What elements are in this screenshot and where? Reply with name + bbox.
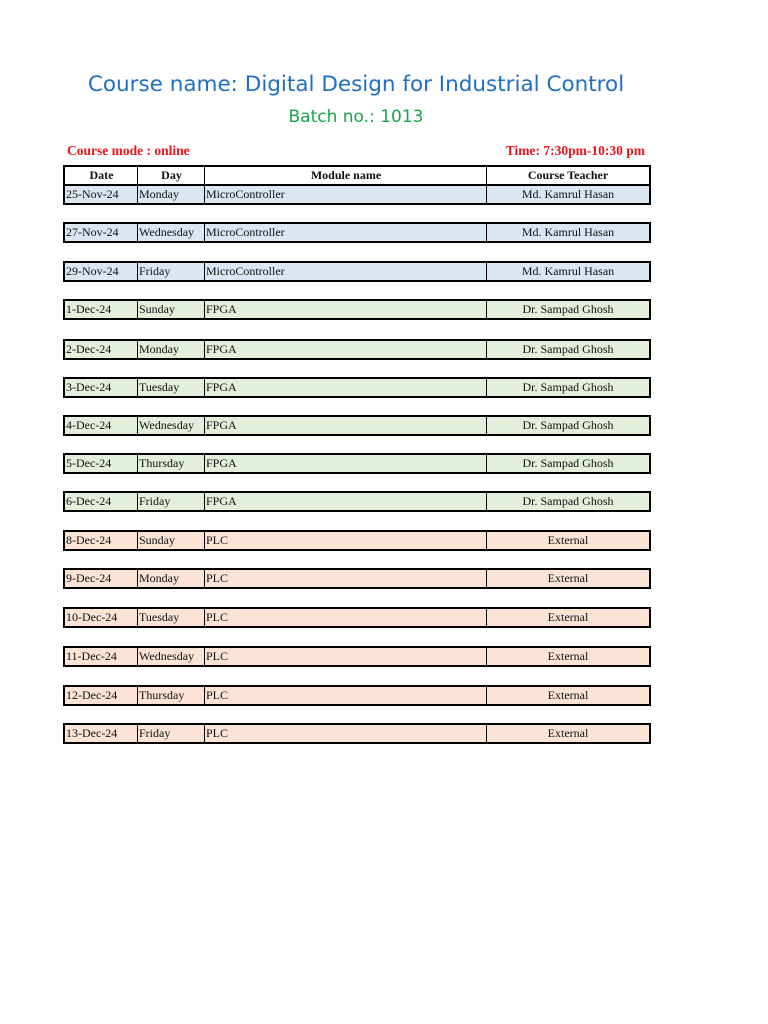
cell-module: FPGA [204,341,486,358]
cell-day: Thursday [137,687,204,704]
table-header [63,165,651,186]
cell-teacher: External [486,648,649,665]
cell-teacher: Dr. Sampad Ghosh [486,493,649,510]
cell-date: 9-Dec-24 [66,571,112,585]
table-row [63,530,651,551]
cell-module: PLC [204,648,486,665]
cell-day: Friday [137,725,204,742]
cell-day: Wednesday [137,224,204,241]
table-row [63,377,651,398]
table-row [63,568,651,589]
cell-day: Tuesday [137,609,204,626]
cell-date: 13-Dec-24 [66,726,118,740]
table-row [63,685,651,706]
column-header-date: Date [89,168,114,182]
table-row [63,607,651,628]
cell-date: 4-Dec-24 [66,418,112,432]
cell-module: MicroController [204,186,486,203]
table-row [63,491,651,512]
cell-date: 3-Dec-24 [66,380,112,394]
cell-day: Monday [137,570,204,587]
cell-teacher: External [486,609,649,626]
table-row [63,723,651,744]
cell-teacher: Dr. Sampad Ghosh [486,455,649,472]
cell-day: Wednesday [137,648,204,665]
column-header-day: Day [137,167,204,184]
cell-module: FPGA [204,301,486,318]
cell-module: MicroController [204,263,486,280]
table-row [63,299,651,320]
cell-date: 1-Dec-24 [66,302,112,316]
cell-date: 25-Nov-24 [66,187,119,201]
table-row [63,646,651,667]
cell-module: PLC [204,532,486,549]
cell-day: Friday [137,263,204,280]
cell-module: FPGA [204,379,486,396]
cell-teacher: Md. Kamrul Hasan [486,224,649,241]
cell-day: Tuesday [137,379,204,396]
cell-teacher: Dr. Sampad Ghosh [486,379,649,396]
cell-module: PLC [204,570,486,587]
cell-date: 11-Dec-24 [66,649,117,663]
cell-date: 8-Dec-24 [66,533,112,547]
cell-date: 12-Dec-24 [66,688,118,702]
table-row [63,415,651,436]
cell-teacher: Dr. Sampad Ghosh [486,341,649,358]
cell-teacher: Dr. Sampad Ghosh [486,417,649,434]
cell-module: PLC [204,725,486,742]
cell-teacher: Md. Kamrul Hasan [486,263,649,280]
cell-day: Thursday [137,455,204,472]
course-mode: Course mode : online [67,143,190,158]
cell-teacher: External [486,532,649,549]
cell-day: Monday [137,186,204,203]
cell-module: MicroController [204,224,486,241]
cell-day: Friday [137,493,204,510]
table-row [63,184,651,205]
cell-module: PLC [204,687,486,704]
cell-date: 27-Nov-24 [66,225,119,239]
cell-teacher: External [486,725,649,742]
cell-date: 5-Dec-24 [66,456,112,470]
cell-date: 6-Dec-24 [66,494,112,508]
table-row [63,339,651,360]
column-header-module: Module name [204,167,486,184]
cell-day: Sunday [137,301,204,318]
table-row [63,261,651,282]
cell-module: FPGA [204,493,486,510]
cell-module: FPGA [204,417,486,434]
cell-date: 2-Dec-24 [66,342,112,356]
cell-teacher: Md. Kamrul Hasan [486,186,649,203]
cell-day: Wednesday [137,417,204,434]
cell-date: 29-Nov-24 [66,264,119,278]
column-header-teacher: Course Teacher [486,167,649,184]
cell-day: Monday [137,341,204,358]
cell-teacher: Dr. Sampad Ghosh [486,301,649,318]
cell-date: 10-Dec-24 [66,610,118,624]
table-row [63,453,651,474]
cell-teacher: External [486,687,649,704]
course-title: Course name: Digital Design for Industrial Control [87,72,625,97]
cell-module: PLC [204,609,486,626]
course-time: Time: 7:30pm-10:30 pm [505,143,645,158]
cell-day: Sunday [137,532,204,549]
cell-module: FPGA [204,455,486,472]
cell-teacher: External [486,570,649,587]
batch-number: Batch no.: 1013 [288,107,424,127]
table-row [63,222,651,243]
